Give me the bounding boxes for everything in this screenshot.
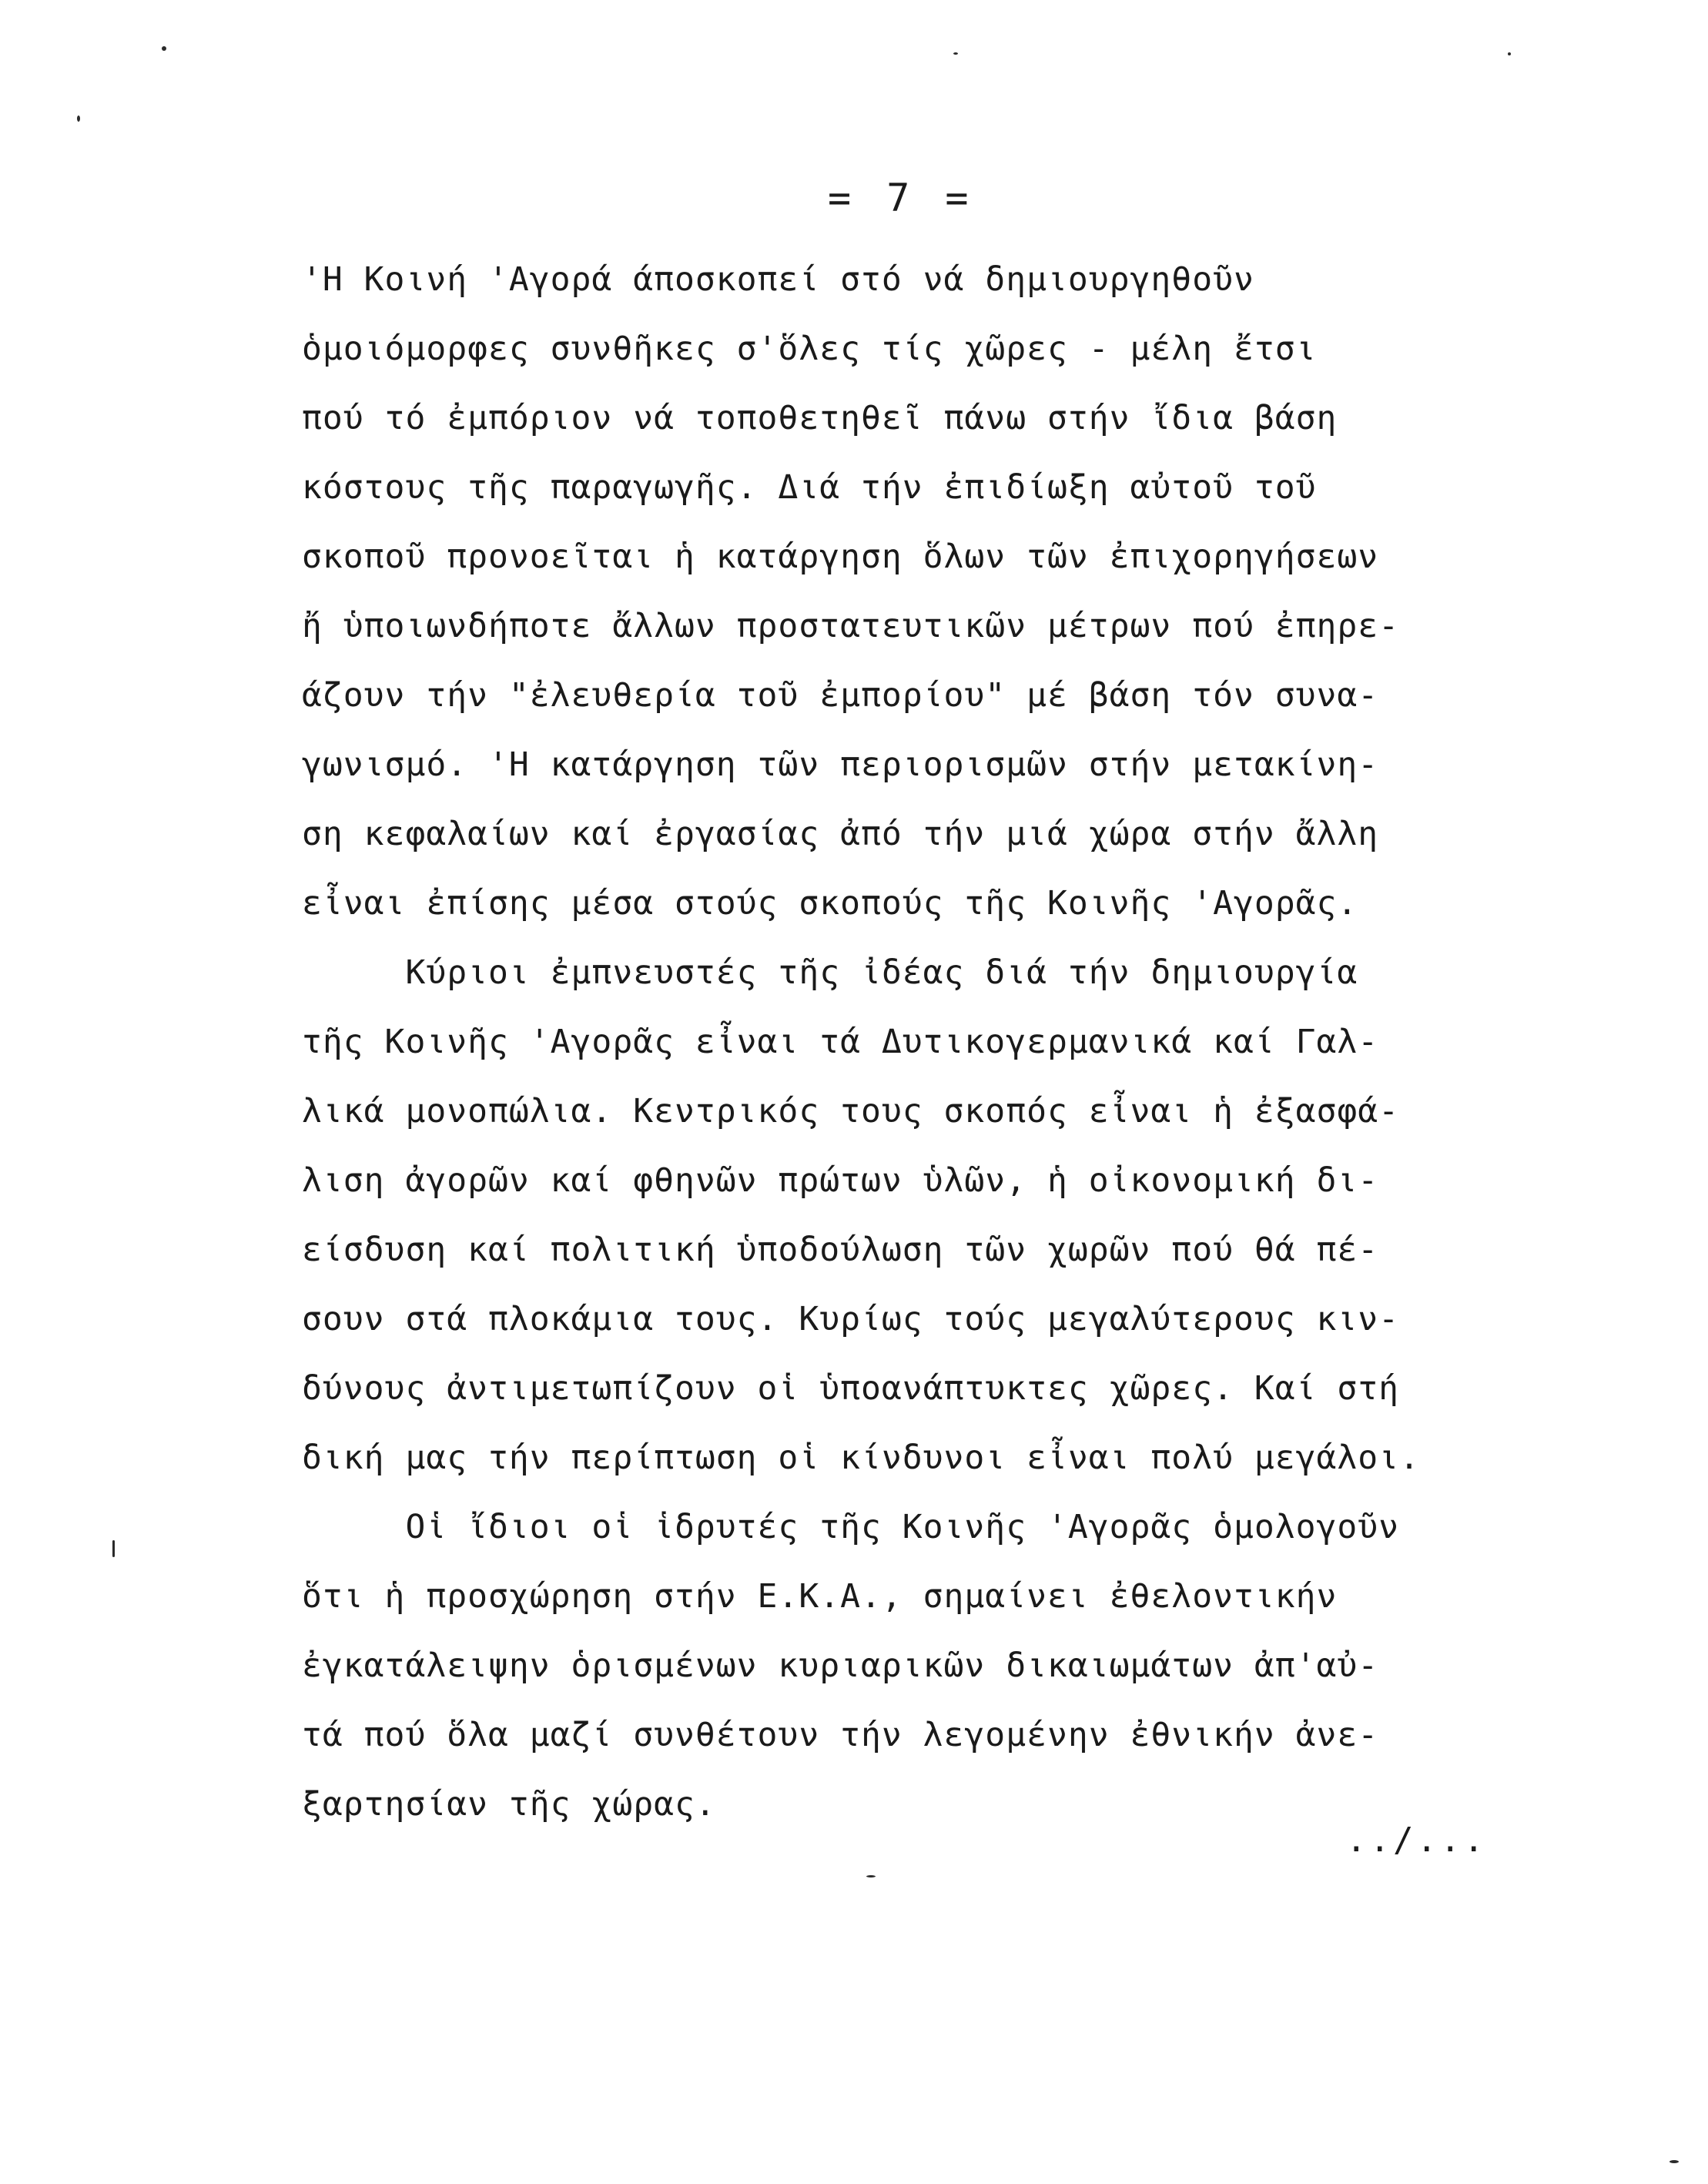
text-line: ἐγκατάλειψην ὁρισμένων κυριαρικῶν δικαιωμάτων ἀπ'αὐ-: [302, 1646, 1379, 1685]
scan-speck: [112, 1540, 115, 1557]
scan-speck: [162, 46, 166, 51]
text-line: 'Η Κοινή 'Αγορά άποσκοπεί στό νά δημιουργηθοῦν: [302, 260, 1254, 299]
text-line: δύνους ἀντιμετωπίζουν οἱ ὑποανάπτυκτες χῶρες. Καί στή: [302, 1369, 1400, 1408]
text-line: ὅτι ἡ προσχώρηση στήν Ε.Κ.Α., σημαίνει ἐθελοντικήν: [302, 1577, 1338, 1616]
text-line: δική μας τήν περίπτωση οἱ κίνδυνοι εἶναι πολύ μεγάλοι.: [302, 1439, 1420, 1477]
continuation-mark: ../...: [1346, 1821, 1487, 1860]
text-line: ση κεφαλαίων καί ἐργασίας ἀπό τήν μιά χώρα στήν ἄλλη: [302, 815, 1379, 853]
scan-speck: [953, 52, 958, 55]
text-line: λιση ἀγορῶν καί φθηνῶν πρώτων ὑλῶν, ἡ οἰκονομική δι-: [302, 1161, 1379, 1200]
text-line: άζουν τήν "ἐλευθερία τοῦ ἐμπορίου" μέ βάση τόν συνα-: [302, 676, 1379, 715]
text-line: τῆς Κοινῆς 'Αγορᾶς εἶναι τά Δυτικογερμανικά καί Γαλ-: [302, 1023, 1379, 1061]
text-line: εἶναι ἐπίσης μέσα στούς σκοπούς τῆς Κοινῆς 'Αγορᾶς.: [302, 884, 1358, 923]
text-line: Οἱ ἴδιοι οἱ ἱδρυτές τῆς Κοινῆς 'Αγορᾶς ὁμολογοῦν: [302, 1508, 1400, 1546]
text-line: πού τό ἐμπόριον νά τοποθετηθεῖ πάνω στήν ἴδια βάση: [302, 399, 1338, 437]
text-line: γωνισμό. 'Η κατάργηση τῶν περιορισμῶν στήν μετακίνη-: [302, 745, 1379, 784]
body-text: [302, 245, 1565, 1839]
text-line: Κύριοι ἐμπνευστές τῆς ἰδέας διά τήν δημιουργία: [302, 953, 1358, 992]
text-line: ξαρτησίαν τῆς χώρας.: [302, 1785, 716, 1824]
scan-speck: [866, 1875, 876, 1878]
text-line: ὁμοιόμορφες συνθῆκες σ'ὅλες τίς χῶρες - μέλη ἔτσι: [302, 330, 1317, 368]
scan-speck: [1669, 2160, 1679, 2163]
text-line: λικά μονοπώλια. Κεντρικός τους σκοπός εἶναι ἡ ἐξασφά-: [302, 1092, 1400, 1131]
text-line: σκοποῦ προνοεῖται ἡ κατάργηση ὅλων τῶν ἐπιχορηγήσεων: [302, 538, 1379, 576]
text-line: τά πού ὅλα μαζί συνθέτουν τήν λεγομένην ἐθνικήν ἀνε-: [302, 1716, 1379, 1754]
scan-speck: [77, 116, 80, 122]
text-line: είσδυση καί πολιτική ὑποδούλωση τῶν χωρῶν πού θά πέ-: [302, 1231, 1379, 1269]
page-number: = 7 =: [828, 176, 975, 220]
text-line: σουν στά πλοκάμια τους. Κυρίως τούς μεγαλύτερους κιν-: [302, 1300, 1400, 1338]
text-line: ἤ ὑποιωνδήποτε ἄλλων προστατευτικῶν μέτρων πού ἐπηρε-: [302, 607, 1400, 645]
text-line: κόστους τῆς παραγωγῆς. Διά τήν ἐπιδίωξη αὐτοῦ τοῦ: [302, 468, 1317, 507]
scan-speck: [1508, 52, 1511, 55]
